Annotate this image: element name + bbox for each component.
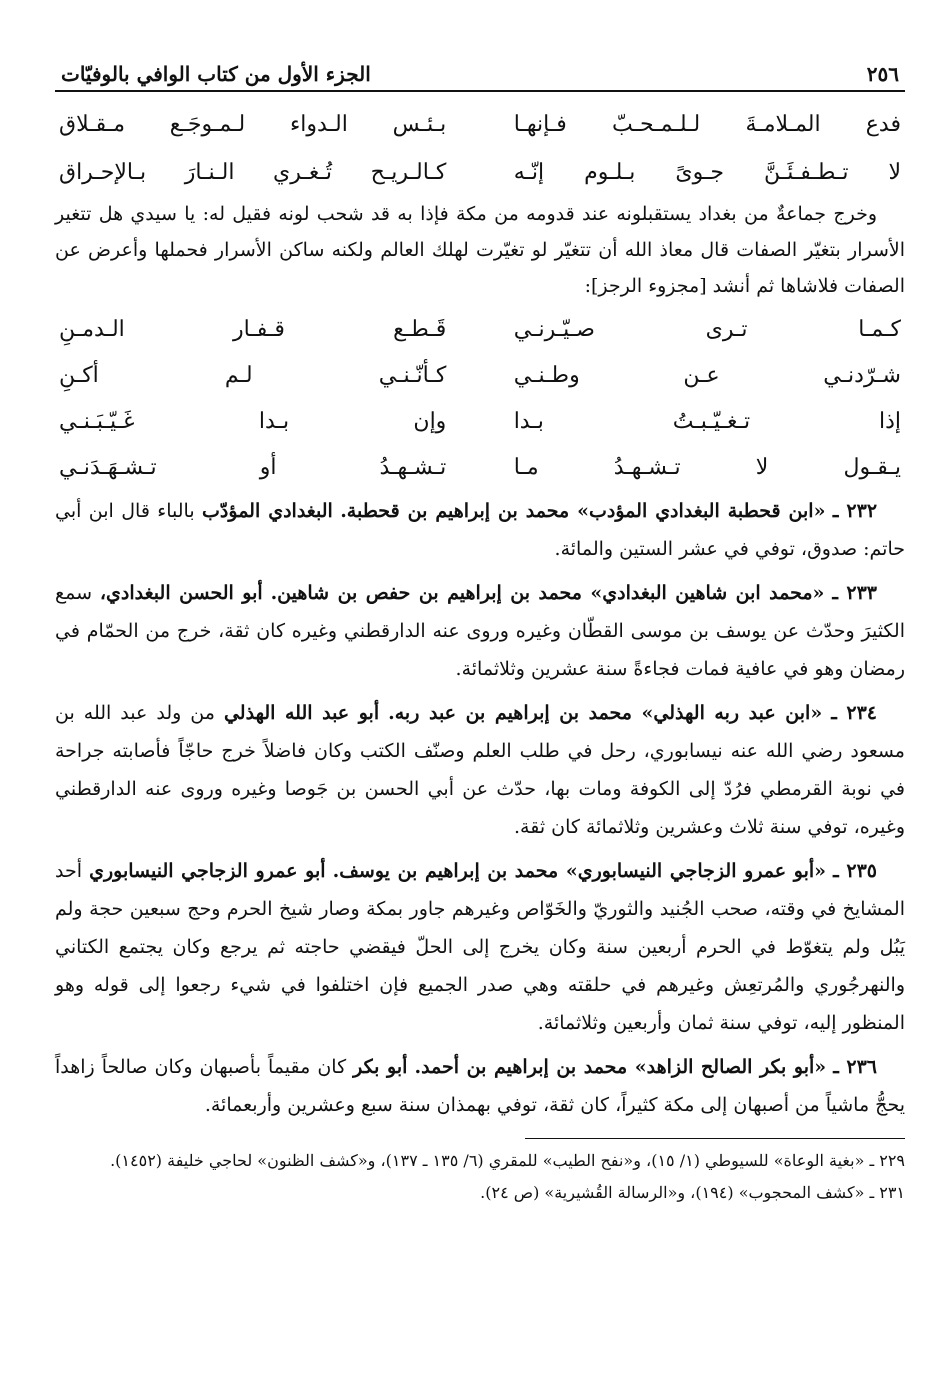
first-hemistich: لا تـطـفـئَـنَّ جـوىً بـلـوم إنّـه [513,159,901,185]
verse [55,100,905,148]
second-hemistich: تـشـهـدُ أو تـشـهَـدَنـي [59,454,447,480]
entry-name: البغدادي المؤدّب [202,500,333,522]
verse [55,444,905,490]
entry-name: أبو بكر [353,1056,408,1078]
entry-name: أبو الحسن البغدادي، [99,582,263,604]
entry-body: سمع الكثيرَ وحدّث عن يوسف بن موسى القطّان وغيره وروى عنه الدارقطني وغيره كان ثقة، خرج من الحمّام في رمضان وهو في عافية فمات فجاءةً سنة عشرين وثلاثمائة. [55,582,905,680]
first-hemistich: إذا تـغـيّـبـتُ بـدا [513,408,901,434]
second-hemistich: كـالـريـح تُـغـري الـنـارَ بـالإحـراق [59,159,447,185]
entry-title: «ابن قحطبة البغدادي المؤدب» محمد بن إبراهيم بن قحطبة. [340,500,826,522]
first-hemistich: شـرّدنـي عـن وطـنـي [513,362,901,388]
footnote: ٢٢٩ ـ «بغية الوعاة» للسيوطي (١/ ١٥)، و«نفح الطيب» للمقري (٦/ ١٣٥ ـ ١٣٧)، و«كشف الظنون» لحاجي خليفة (١٤٥٢). [110,1151,905,1170]
entry-title: «أبو بكر الصالح الزاهد» محمد بن إبراهيم بن أحمد. [414,1056,827,1078]
second-hemistich: وإن بـدا غَـيّـبَـنـي [59,408,447,434]
footnote-divider [525,1138,905,1139]
verse [55,306,905,352]
second-hemistich: بـئـس الـدواء لـمـوجَـع مـقـلاق [59,111,447,137]
entry-title: «ابن عبد ربه الهذلي» محمد بن إبراهيم بن عبد ربه. [388,702,823,724]
entry-name: أبو عبد الله الهذلي [223,702,380,724]
first-hemistich: يـقـول لا تـشـهـدُ مـا [513,454,901,480]
first-hemistich: فدع المـلامـةَ لـلـمـحـبّ فـإنهـا [513,111,901,137]
biography-entry [55,694,905,846]
entry-body: من ولد عبد الله بن مسعود رضي الله عنه نيسابوري، رحل في طلب العلم وصنّف الكتب وكان فاضلاً خرج حاجّاً فأصابته جراحة في نوبة القرمطي فرُدّ إلى الكوفة ومات بها، حدّث عن أبي الحسن بن جَوصا وغيره وروى عنه الدارقطني وغيره، توفي سنة ثلاث وعشرين وثلاثمائة كان ثقة. [55,702,905,838]
page-number: ٢٥٦ [866,62,899,86]
book-page [55,40,905,1211]
verse [55,352,905,398]
poem-1 [55,100,905,196]
entry-number: ٢٣٥ ـ [833,860,877,882]
entry-body: أحد المشايخ في وقته، صحب الجُنيد والثوريّ والخَوّاص وغيرهم جاور بمكة وصار شيخ الحرم وحج سبعين حجة ولم يَبُل ولم يتغوّط في الحرم أربعين سنة وكان يخرج إلى الحلّ فيقضي حاجته ثم يرجع وكان يجتمع الكتاني والنهرجُوري والمُرتعِش وغيرهم في حلقته وهي صدر الجميع فإن اختلفوا في شيء رجعوا إلى قوله وهو المنظور إليه، توفي سنة ثمان وأربعين وثلاثمائة. [55,860,905,1034]
page-header [55,40,905,92]
biography-entry [55,852,905,1042]
second-hemistich: قَـطـع قـفـار الـدمـنِ [59,316,447,342]
entry-name: أبو عمرو الزجاجي النيسابوري [89,860,326,882]
narrative-paragraph: وخرج جماعةٌ من بغداد يستقبلونه عند قدومه من مكة فإذا به قد شحب لونه فقيل له: يا سيدي هل تتغير الأسرار بتغيّر الصفات قال معاذ الله أن تتغيّر لو تغيّرت لهلك العالم ولكنه ساكن الأسرار فحملها وأعرض عن الصفات فلاشاها ثم أنشد [مجزوء الرجز]: [55,203,905,297]
footnotes [55,1147,905,1207]
entry-body: بالباء قال ابن أبي حاتم: صدوق، توفي في عشر الستين والمائة. [55,500,905,560]
verse [55,148,905,196]
biography-entry [55,574,905,688]
first-hemistich: كـمـا تـرى صـيّـرنـي [513,316,901,342]
verse [55,398,905,444]
biography-entry [55,492,905,568]
entry-number: ٢٣٦ ـ [833,1056,877,1078]
second-hemistich: كـأنّـنـي لـم أكـنِ [59,362,447,388]
footnote: ٢٣١ ـ «كشف المحجوب» (١٩٤)، و«الرسالة القُشيرية» (ص ٢٤). [480,1183,905,1202]
entry-title: «محمد ابن شاهين البغدادي» محمد بن إبراهيم بن حفص بن شاهين. [270,582,825,604]
entry-number: ٢٣٤ ـ [831,702,877,724]
entry-body: كان مقيماً بأصبهان وكان صالحاً زاهداً يحجُّ ماشياً من أصبهان إلى مكة كثيراً، كان ثقة، توفي بهمذان سنة سبع وعشرين وأربعمائة. [55,1056,905,1116]
poem-2 [55,306,905,490]
running-title: الجزء الأول من كتاب الوافي بالوفيّات [61,62,371,86]
entry-number: ٢٣٣ ـ [832,582,877,604]
biography-entry [55,1048,905,1124]
entry-title: «أبو عمرو الزجاجي النيسابوري» محمد بن إبراهيم بن يوسف. [332,860,827,882]
entry-number: ٢٣٢ ـ [832,500,878,522]
